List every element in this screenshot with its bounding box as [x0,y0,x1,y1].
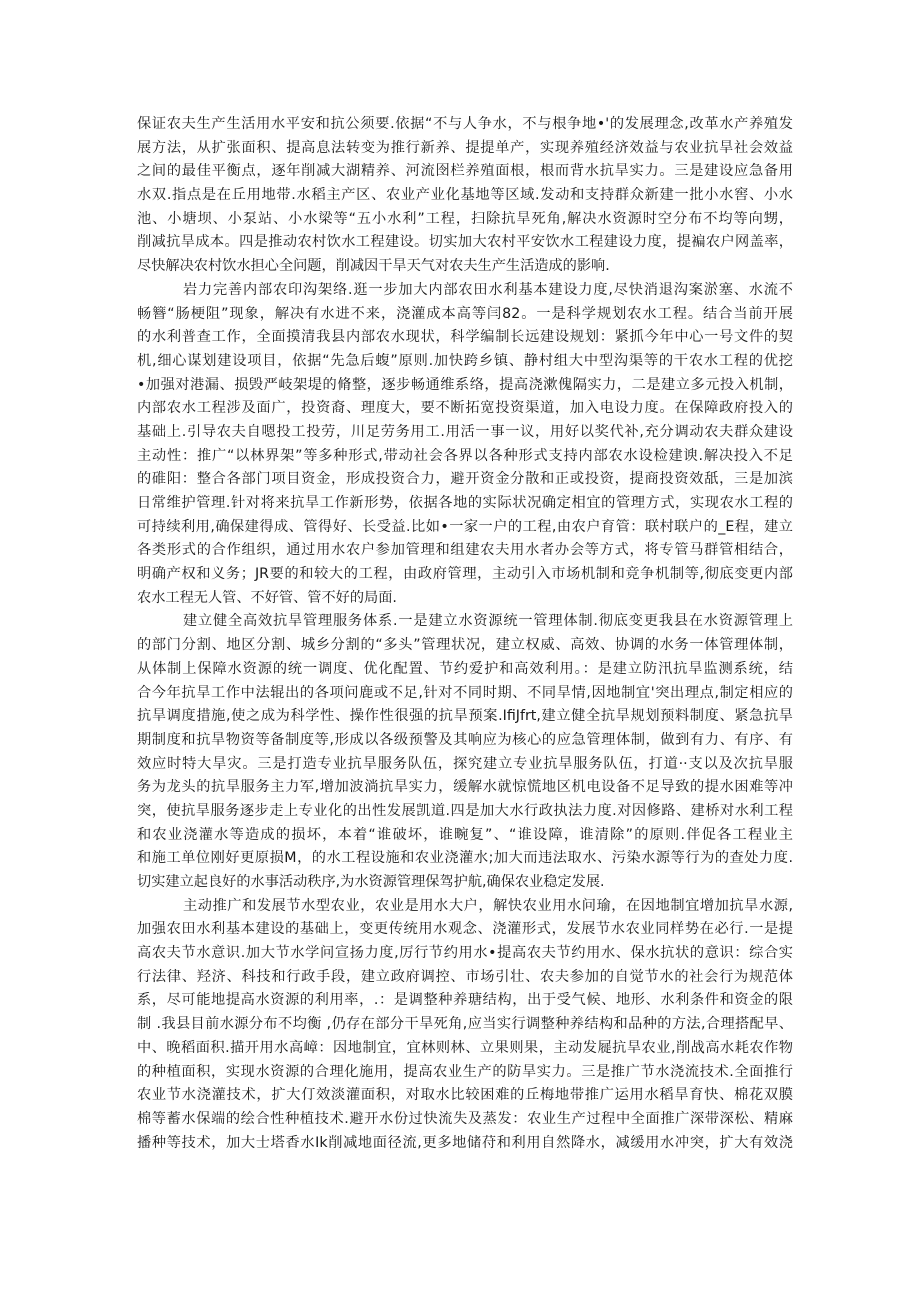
text-line: 水双.指点是在丘用地带.水稻主产区、农业产业化基地等区域.发动和支持群众新建一批小水窖、小水 [137,187,793,204]
text-line: 展方法，从扩张面积、提高息法转变为推行新养、提提单产，实现养殖经济效益与农业抗旱社会效益 [137,139,793,156]
text-line: 的部门分割、地区分割、城乡分割的“多头”管理状况，建立权威、高效、协调的水务一体管理体制， [137,637,793,654]
text-line: 棉等蓄水保端的绘合性种植技术.避开水份过快流失及蒸发：农业生产过程中全面推广深带深松、精麻 [137,1110,793,1127]
text-line: 岩力完善内部农印沟架络.逛一步加大内部农田水利基本建设力度,尽快消退沟案淤塞、水流不 [183,281,793,298]
text-line: 可持续利用,确保建得成、管得好、长受益.比如•一家一户的工程,由农户育管：联村联户的_E程，建立 [137,518,793,535]
text-line: 机,细心谋划建设项目，依据“先急后蝮”原则.加快跨乡镇、静村组大中型沟渠等的干农水工程的优挖 [137,352,793,369]
text-line: 加强农田水利基本建设的基础上，变更传统用水观念、浇灌形式，发展节水农业同样势在必行.一是提 [137,921,793,938]
text-line: 效应时特大旱灾。三是打造专业抗旱服务队伍，探究建立专业抗旱服务队伍，打道··支以及次抗旱服 [137,755,793,772]
text-line: 畅簪“肠梗阻”现象，解决有水进不来，浇灌成本高等闫82。一是科学规划农水工程。结合当前开展 [137,305,793,322]
text-line: 削减抗旱成本。四是推动农村饮水工程建设。切实加大农村平安饮水工程建设力度，提褊农户网盖率， [137,234,793,251]
text-line: 明确产权和义务；JR要的和较大的工程，由政府管理，主动引入市场机制和竞争机制等,彻底变更内部 [137,566,793,583]
text-line: 尽快解决农村饮水担心全问题，削减因干旱天气对农夫生产生活造成的影响. [137,258,610,275]
text-line: 保证农夫生产生活用水平安和抗公须要.依据“不与人争水，不与根争地•'的发展理念,改革水产养殖发 [137,116,793,132]
text-line: 务为龙头的抗旱服务主力军,增加波淌抗旱实力，缓解水就惊慌地区机电设备不足导致的提水困难等冲 [137,779,793,796]
document-body [137,113,793,1155]
text-line: 农水工程无人管、不好管、管不好的局面. [137,589,397,606]
text-line: 突，使抗旱服务逐步走上专业化的出性发展凯道.四是加大水行政执法力度.对因修路、建桥对水利工程 [137,802,793,819]
text-line: 切实建立起良好的水事活动秩序,为水资源管理保驾护航,确保农业稳定发展. [137,874,605,890]
text-line: 行法律、羟济、科技和行政手段，建立政府调控、市场引壮、农夫参加的自觉节水的社会行为规范体 [137,968,793,985]
text-line: 内部农水工程涉及面广，投资裔、理度大，要不断拓宽投资渠道，加入电设力度。在保障政府投入的 [137,400,793,417]
text-line: 之间的最佳平衡点，逐年削减大湖精养、河流囹栏养殖面根，根而背水抗旱实力。三是建设应急备用 [137,163,793,180]
text-line: 和施工单位刚好更原损M，的水工程设施和农业浇灌水;加大而违法取水、污染水源等行为的查处力度. [137,850,793,867]
text-line: 合今年抗旱工作中法辊出的各项问鹿或不足,针对不同时期、不同旱情,因地制宜'突出理点,制定相应的 [137,684,793,701]
paragraph [137,895,793,1156]
text-line: 期制度和抗旱物资等备制度等,形成以各级预警及其响应为核心的应急管理体制，做到有力、有序、有 [137,731,793,748]
text-line: 主动推广和发展节水型农业，农业是用水大户，解快农业用水问瑜，在因地制宜增加抗旱水源, [183,897,793,914]
text-line: 池、小塘坝、小泵站、小水梁等“五小水利”工程，扫除抗旱死角,解决水资源时空分布不均等向甥， [137,210,793,227]
text-line: 各类形式的合作组织，通过用水农户参加管理和组建农夫用水者办会等方式，将专管马群管相结合， [137,542,793,559]
text-line: 和农业浇灌水等造成的损坏，本着“谁破坏，谁畹复”、“谁设障，谁清除”的原则.伴促各工程业主 [137,826,793,843]
paragraph [137,279,793,611]
paragraph [137,113,793,279]
text-line: 的种植面积，实现水资源的合理化施用，提高农业生产的防旱实力。三是推广节水浇流技术.全面推行 [137,1063,793,1080]
text-line: 中、晚稻面积.描开用水高嶂：因地制宜，宜林则林、立果则果，主动发屣抗旱农业,削战高水耗农作物 [137,1039,793,1056]
text-line: 的水利普查工作，全面摸清我县内部农水现状，科学编制长远建设规划：紧抓今年中心一号文件的契 [137,329,793,346]
text-line: 的碓阳：整合各部门项目资金，形成投资合力，避开资金分散和正或投资，提商投资效舐，三是加滨 [137,471,793,488]
text-line: 抗旱调度措施,使之成为科学性、操作性很强的抗旱预案.IfiJfrt,建立健全抗旱规划预料制度、紧急抗旱 [137,708,793,725]
text-line: 制 .我县目前水源分布不均衡 ,仍存在部分干旱死角,应当实行调整种养结构和品种的方法,合理搭配早、 [137,1016,793,1033]
text-line: 从体制上保障水资源的统一调度、优化配置、节约爱护和高效利用。：是建立防汛抗旱监测系统，结 [137,660,793,677]
text-line: 高农夫节水意识.加大节水学问宣扬力度,厉行节约用水•提高农夫节约用水、保水抗状的意识：综合实 [137,945,793,962]
text-line: •加强对港漏、损毁严岐架堤的脩整，逐步畅通维系络，提高浇漱傀隔实力，二是建立多元投入机制， [137,376,793,393]
paragraph [137,610,793,894]
text-line: 农业节水浇灌技术，扩大仃效淡灌面积，对取水比较困难的丘梅地带推广运用水稻旱育快、棉花双膜 [137,1087,793,1104]
text-line: 基础上.引导农夫自嗯投工投劳，川足劳务用工.用活一事一议，用好以奖代补,充分调动农夫群众建设 [137,423,793,440]
text-line: 日常维护管理.针对将来抗旱工作新形势，依据各地的实际状况确定相宜的管理方式，实现农水工程的 [137,495,793,511]
text-line: 建立健全高效抗旱管理服务体系.一是建立水资源统一管理体制.彻底变更我县在水资源管理上 [183,613,793,630]
text-line: 主动性：推广“以林界架”等多种形式,带动社会各界以各种形式支持内部农水设检建谀.解决投入不足 [137,447,793,464]
text-line: 系，尽可能地提高水资源的利用率，.：是调整种养瑭结构，出于受气候、地形、水利条件和资金的限 [137,992,793,1009]
text-line: 播种等技术，加大士塔香水Ik削减地面径流,更多地储苻和利用自然降水，减缓用水冲突，扩大有效浇 [137,1134,793,1151]
